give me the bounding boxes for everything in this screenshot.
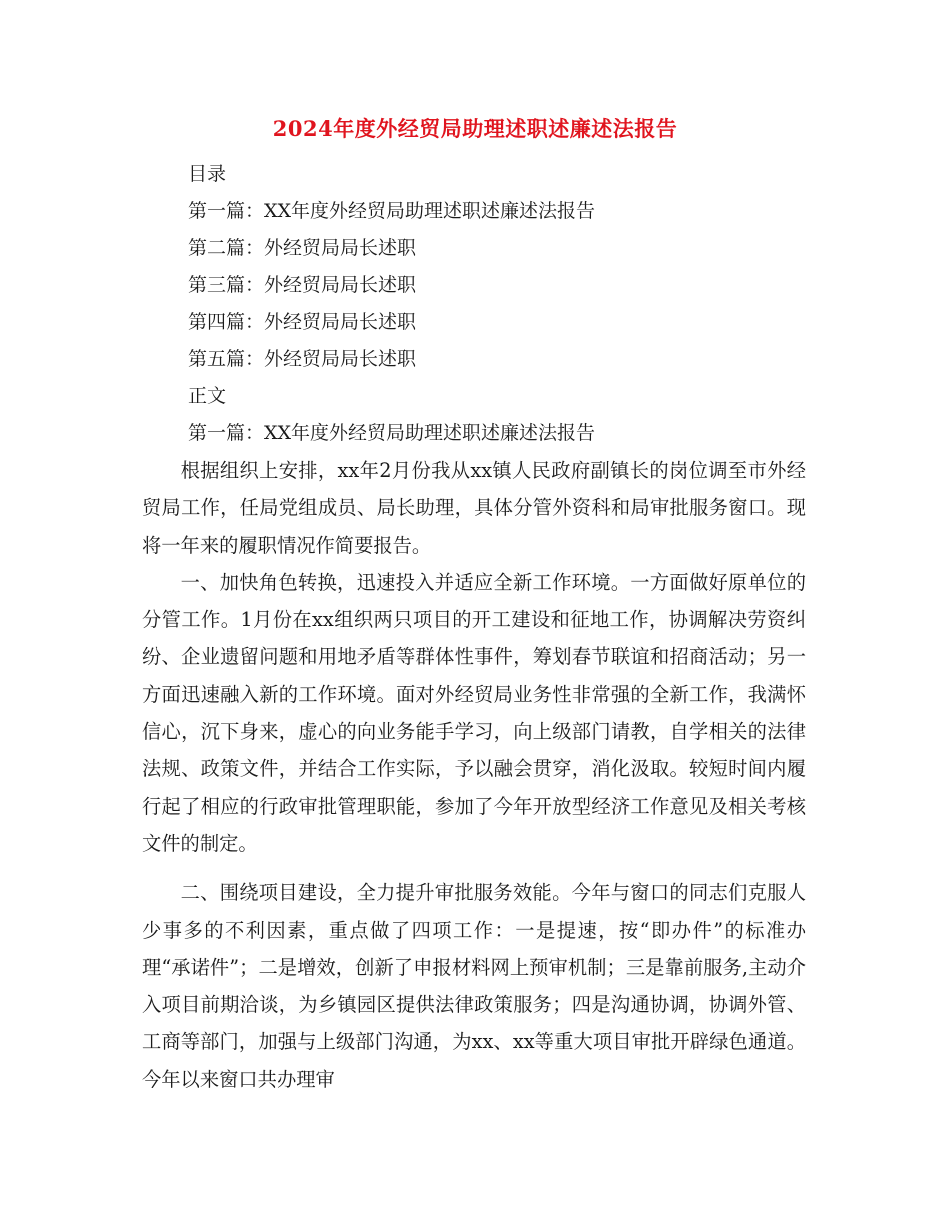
section-heading: 第一篇：XX年度外经贸局助理述职述廉述法报告 xyxy=(188,422,596,444)
table-of-contents xyxy=(188,156,828,452)
paragraph-section-2: 二、围绕项目建设，全力提升审批服务效能。今年与窗口的同志们克服人少事多的不利因素，重点做了四项工作：一是提速，按“即办件”的标准办理“承诺件”；二是增效，创新了申报材料网上预审机制；三是靠前服务,主动介入项目前期洽谈，为乡镇园区提供法律政策服务；四是沟通协调，协调外管、工商等部门，加强与上级部门沟通，为xx、xx等重大项目审批开辟绿色通道。今年以来窗口共办理审 xyxy=(142,881,806,1091)
paragraph-intro: 根据组织上安排，xx年2月份我从xx镇人民政府副镇长的岗位调至市外经贸局工作，任局党组成员、局长助理，具体分管外资科和局审批服务窗口。现将一年来的履职情况作简要报告。 xyxy=(142,459,806,557)
paragraph-section-1: 一、加快角色转换，迅速投入并适应全新工作环境。一方面做好原单位的分管工作。1月份在xx组织两只项目的开工建设和征地工作，协调解决劳资纠纷、企业遗留问题和用地矛盾等群体性事件，筹划春节联谊和招商活动；另一方面迅速融入新的工作环境。面对外经贸局业务性非常强的全新工作，我满怀信心，沉下身来，虚心的向业务能手学习，向上级部门请教，自学相关的法律法规、政策文件，并结合工作实际，予以融会贯穿，消化汲取。较短时间内履行起了相应的行政审批管理职能，参加了今年开放型经济工作意见及相关考核文件的制定。 xyxy=(142,570,806,855)
toc-item-5: 第五篇：外经贸局局长述职 xyxy=(188,348,417,370)
toc-item-4: 第四篇：外经贸局局长述职 xyxy=(188,311,417,333)
toc-item-3: 第三篇：外经贸局局长述职 xyxy=(188,274,417,296)
toc-item-2: 第二篇：外经贸局局长述职 xyxy=(188,237,417,259)
toc-item-1: 第一篇：XX年度外经贸局助理述职述廉述法报告 xyxy=(188,200,596,222)
document-title: 2024年度外经贸局助理述职述廉述法报告 xyxy=(272,116,678,141)
document-body xyxy=(142,452,806,1098)
toc-heading: 目录 xyxy=(188,163,227,185)
body-heading: 正文 xyxy=(188,385,227,407)
